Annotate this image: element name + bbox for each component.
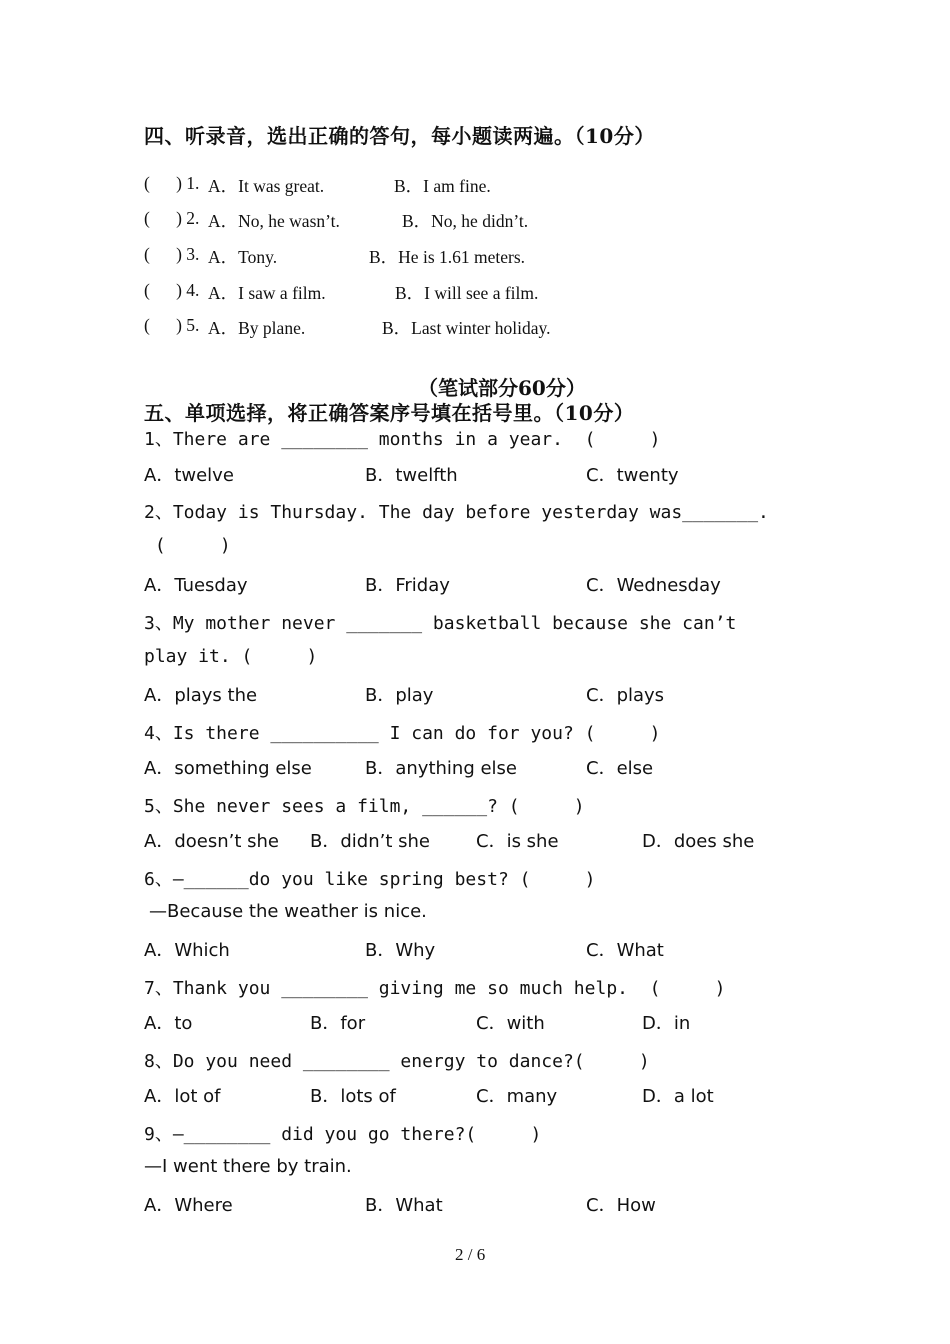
written-part-label: （笔试部分60分） (418, 376, 586, 400)
q6-option-c: C．What (586, 940, 664, 961)
option-b: B．No, he didn’t. (402, 211, 529, 231)
q5-option-b: B．didn’t she (310, 831, 430, 852)
section5-title: 五、单项选择，将正确答案序号填在括号里。（10分） (144, 401, 635, 425)
q1-option-a: A．twelve (144, 465, 234, 486)
q3-option-b: B．play (365, 685, 434, 706)
q4-option-c: C．else (586, 758, 654, 779)
q2-option-b: B．Friday (365, 575, 450, 596)
item-prefix: ( ) 3. (144, 244, 200, 264)
option-a: A．No, he wasn’t. (208, 211, 340, 231)
q9-option-b: B．What (365, 1195, 443, 1216)
q9-option-c: C．How (586, 1195, 656, 1216)
page-number: 2 / 6 (455, 1245, 486, 1264)
q8-option-d: D．a lot (642, 1086, 714, 1107)
option-b: B．I am fine. (394, 176, 491, 196)
option-a: A．I saw a film. (208, 283, 326, 303)
q8-option-c: C．many (476, 1086, 558, 1107)
q3-option-a: A．plays the (144, 685, 258, 706)
option-a: A．It was great. (208, 176, 325, 196)
question-1: 1、There are ________ months in a year. ( ) (144, 429, 661, 450)
option-b: B．He is 1.61 meters. (369, 247, 526, 267)
q7-option-a: A．to (144, 1013, 193, 1034)
q5-option-a: A．doesn’t she (144, 831, 279, 852)
q1-option-b: B．twelfth (365, 465, 458, 486)
q6-option-a: A．Which (144, 940, 230, 961)
item-prefix: ( ) 5. (144, 315, 200, 335)
question-5: 5、She never sees a film, ______? ( ) (144, 796, 585, 817)
question-2: 2、Today is Thursday. The day before yesterday was_______. (144, 502, 769, 523)
q2-option-c: C．Wednesday (586, 575, 721, 596)
option-b: B．Last winter holiday. (382, 318, 551, 338)
q5-option-d: D．does she (642, 831, 755, 852)
question-3-cont: play it. ( ) (144, 646, 318, 667)
question-2-bracket: ( ) (144, 535, 231, 556)
option-b: B．I will see a film. (395, 283, 539, 303)
item-prefix: ( ) 1. (144, 173, 200, 193)
q7-option-c: C．with (476, 1013, 545, 1034)
option-a: A．By plane. (208, 318, 306, 338)
q2-option-a: A．Tuesday (144, 575, 248, 596)
item-prefix: ( ) 2. (144, 208, 200, 228)
q7-option-b: B．for (310, 1013, 366, 1034)
question-3: 3、My mother never _______ basketball because she can’t (144, 613, 737, 634)
question-6-answer-line: —Because the weather is nice. (149, 901, 427, 922)
section4-title: 四、听录音，选出正确的答句，每小题读两遍。（10分） (144, 124, 655, 148)
q4-option-b: B．anything else (365, 758, 517, 779)
q1-option-c: C．twenty (586, 465, 679, 486)
question-9-answer-line: —I went there by train. (144, 1156, 352, 1177)
q4-option-a: A．something else (144, 758, 312, 779)
q5-option-c: C．is she (476, 831, 559, 852)
q8-option-a: A．lot of (144, 1086, 221, 1107)
question-6: 6、—______do you like spring best? ( ) (144, 869, 596, 890)
question-8: 8、Do you need ________ energy to dance?( ) (144, 1051, 650, 1072)
q9-option-a: A．Where (144, 1195, 233, 1216)
q7-option-d: D．in (642, 1013, 691, 1034)
q8-option-b: B．lots of (310, 1086, 396, 1107)
q6-option-b: B．Why (365, 940, 436, 961)
option-a: A．Tony. (208, 247, 278, 267)
question-7: 7、Thank you ________ giving me so much help. ( ) (144, 978, 726, 999)
question-9: 9、—________ did you go there?( ) (144, 1124, 542, 1145)
q3-option-c: C．plays (586, 685, 665, 706)
item-prefix: ( ) 4. (144, 280, 200, 300)
question-4: 4、Is there __________ I can do for you? ( ) (144, 723, 661, 744)
